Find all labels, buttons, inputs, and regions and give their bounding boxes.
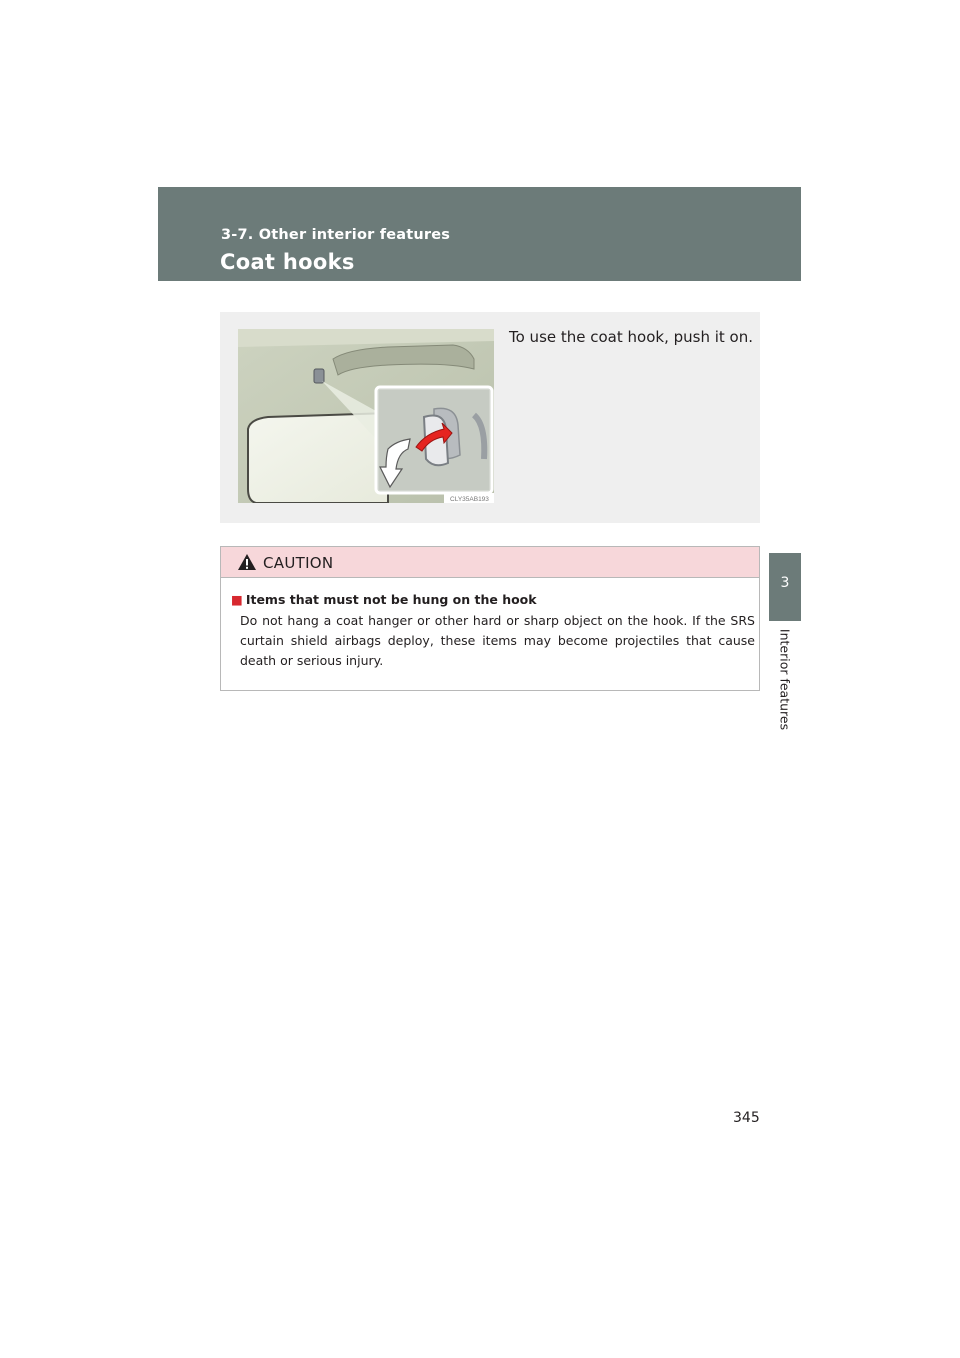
chapter-label-text: Interior features (777, 628, 793, 731)
caution-item-heading-text: Items that must not be hung on the hook (245, 592, 537, 607)
warning-triangle-icon (237, 553, 257, 575)
caution-box (220, 546, 760, 691)
section-header (158, 187, 801, 281)
page-number: 345 (733, 1110, 760, 1126)
coat-hook-drawing (238, 329, 494, 503)
caution-header (221, 547, 759, 578)
section-label: 3-7. Other interior features (221, 227, 451, 243)
chapter-number: 3 (780, 575, 790, 591)
page-title: Coat hooks (220, 250, 355, 274)
caution-item-heading (231, 592, 537, 607)
caution-item-text: Do not hang a coat hanger or other hard or sharp object on the hook. If the SRS curtain shield airbags deploy, these items may become projectiles that cause death or serious injury. (240, 613, 755, 668)
image-code: CLY35AB193 (450, 496, 489, 503)
figure-panel (220, 312, 760, 523)
coat-hook-illustration (238, 329, 494, 503)
square-bullet-icon: ■ (231, 592, 243, 607)
instruction-text: To use the coat hook, push it on. (509, 328, 753, 346)
chapter-tab[interactable] (769, 553, 801, 621)
caution-title: CAUTION (263, 554, 334, 572)
